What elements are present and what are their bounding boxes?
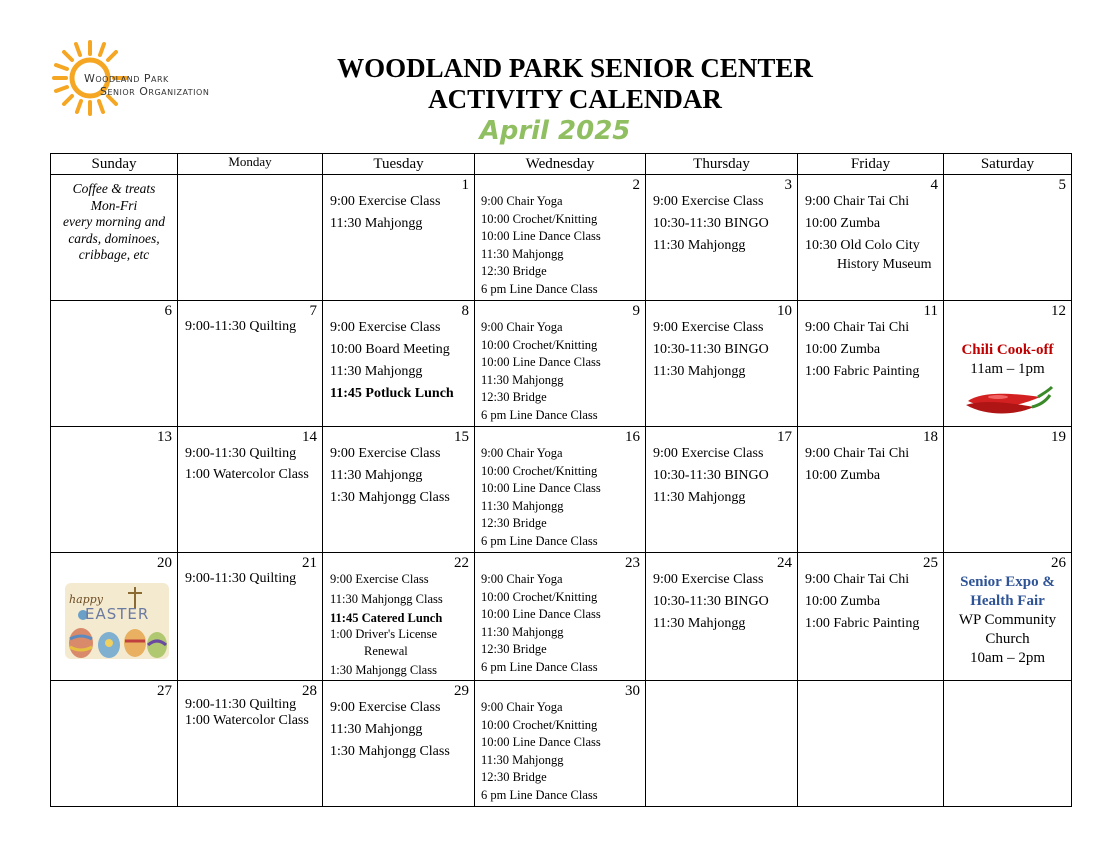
event-list: [475, 301, 645, 424]
event: 10:00 Line Dance Class: [481, 481, 601, 495]
chili-pepper-icon: [962, 383, 1054, 417]
event: 9:00 Exercise Class: [330, 320, 441, 335]
day-number: 27: [157, 683, 172, 699]
event: 1:00 Fabric Painting: [805, 616, 920, 631]
event: 12:30 Bridge: [481, 264, 547, 278]
day-number: 12: [1051, 303, 1066, 319]
empty-cell: [944, 681, 1072, 807]
day-cell: [475, 427, 646, 553]
event: 9:00 Chair Yoga: [481, 446, 563, 460]
event: 11:30 Mahjongg: [653, 490, 746, 505]
note-cell: [51, 175, 178, 301]
event: 9:00 Exercise Class: [330, 446, 441, 461]
event: 11:30 Mahjongg: [330, 216, 423, 231]
event: 11:30 Mahjongg: [481, 624, 564, 639]
event-list: [798, 175, 943, 273]
event-continued: Renewal: [364, 644, 408, 658]
event: 11:30 Mahjongg: [330, 722, 423, 737]
event: 9:00 Chair Tai Chi: [805, 446, 910, 461]
event: 10:00 Crochet/Knitting: [481, 717, 598, 732]
event-highlight: 11:45 Catered Lunch: [330, 611, 443, 625]
day-cell: [51, 301, 178, 427]
event: 10:00 Line Dance Class: [481, 735, 601, 749]
week-row: [51, 553, 1072, 681]
day-number: 13: [157, 429, 172, 445]
day-number: 15: [454, 429, 469, 445]
day-cell: [475, 681, 646, 807]
event: 6 pm Line Dance Class: [481, 787, 598, 802]
event: 6 pm Line Dance Class: [481, 281, 598, 296]
day-cell: [475, 553, 646, 681]
logo-line2: Senior Organization: [100, 85, 210, 98]
day-number: 4: [930, 177, 938, 193]
day-cell: [798, 427, 944, 553]
event: 1:30 Mahjongg Class: [330, 490, 450, 505]
expo-title: Senior Expo &: [960, 574, 1055, 590]
empty-cell: [798, 681, 944, 807]
event: 12:30 Bridge: [481, 390, 547, 404]
event: 6 pm Line Dance Class: [481, 407, 598, 422]
day-number: 3: [784, 177, 792, 193]
event: 9:00-11:30 Quilting: [185, 571, 297, 586]
day-cell: [798, 175, 944, 301]
month-title: April 2025: [479, 116, 631, 146]
logo-text: [84, 72, 209, 98]
day-number: 9: [632, 303, 640, 319]
day-cell: [51, 427, 178, 553]
day-number: 18: [923, 429, 938, 445]
event: 12:30 Bridge: [481, 516, 547, 530]
day-cell: [646, 301, 798, 427]
event: 10:30-11:30 BINGO: [653, 216, 769, 231]
event: 9:00-11:30 Quilting: [185, 697, 297, 712]
empty-cell: [646, 681, 798, 807]
day-cell: [798, 553, 944, 681]
day-number: 1: [461, 177, 469, 193]
day-cell: [51, 681, 178, 807]
event: 10:00 Line Dance Class: [481, 607, 601, 621]
event: 9:00 Chair Tai Chi: [805, 194, 910, 209]
event: 9:00-11:30 Quilting: [185, 446, 297, 461]
day-cell: [323, 301, 475, 427]
event: 1:30 Mahjongg Class: [330, 744, 450, 759]
event: 11:30 Mahjongg: [481, 246, 564, 261]
event: 10:30-11:30 BINGO: [653, 468, 769, 483]
day-cell: [323, 681, 475, 807]
day-cell: [323, 553, 475, 681]
day-number: 29: [454, 683, 469, 699]
event: 9:00 Exercise Class: [653, 446, 764, 461]
expo-title-2: Health Fair: [970, 593, 1045, 609]
event: 12:30 Bridge: [481, 770, 547, 784]
event: 9:00-11:30 Quilting: [185, 319, 297, 334]
day-number: 19: [1051, 429, 1066, 445]
day-cell: [178, 681, 323, 807]
day-cell: [646, 427, 798, 553]
day-number: 14: [302, 429, 317, 445]
event-highlight: 11:45 Potluck Lunch: [330, 386, 454, 401]
event: 9:00 Exercise Class: [653, 320, 764, 335]
day-number: 8: [461, 303, 469, 319]
event-list: [178, 681, 322, 729]
day-cell: [798, 301, 944, 427]
day-cell: [178, 553, 323, 681]
event: 11:30 Mahjongg: [481, 498, 564, 513]
event-list: [646, 427, 797, 509]
event: 6 pm Line Dance Class: [481, 533, 598, 548]
day-number: 2: [632, 177, 640, 193]
event-list: [323, 301, 474, 405]
event-list: [646, 553, 797, 635]
day-number: 20: [157, 555, 172, 571]
event-list: [475, 175, 645, 298]
event: 11:30 Mahjongg: [330, 364, 423, 379]
event-list: [178, 427, 322, 485]
event-list: [475, 427, 645, 550]
day-cell: [944, 175, 1072, 301]
day-number: 25: [923, 555, 938, 571]
header-tuesday: Tuesday: [323, 154, 475, 175]
week-row: [51, 175, 1072, 301]
event-list: [178, 553, 322, 588]
event: 1:00 Watercolor Class: [185, 713, 309, 728]
event-list: [798, 427, 943, 487]
header-friday: Friday: [798, 154, 944, 175]
event-list: [798, 553, 943, 635]
event: 10:00 Crochet/Knitting: [481, 211, 598, 226]
day-number: 11: [923, 303, 938, 319]
day-number: 6: [164, 303, 172, 319]
week-row: [51, 427, 1072, 553]
event: 11:30 Mahjongg: [481, 372, 564, 387]
event: 10:00 Board Meeting: [330, 342, 450, 357]
event: 9:00 Exercise Class: [330, 194, 441, 209]
event: 10:00 Zumba: [805, 594, 881, 609]
event: 9:00 Exercise Class: [653, 194, 764, 209]
easter-text: EASTER: [85, 605, 150, 623]
day-cell: [323, 427, 475, 553]
day-cell: [944, 553, 1072, 681]
day-cell: [178, 427, 323, 553]
event-list: [798, 301, 943, 383]
day-cell: [323, 175, 475, 301]
day-number: 16: [625, 429, 640, 445]
event: 11:30 Mahjongg Class: [330, 592, 443, 606]
event: 11:30 Mahjongg: [653, 238, 746, 253]
event-list: [323, 681, 474, 763]
day-cell: [646, 175, 798, 301]
event: 10:00 Line Dance Class: [481, 355, 601, 369]
event: 9:00 Chair Tai Chi: [805, 572, 910, 587]
event: 9:00 Exercise Class: [330, 572, 429, 586]
event: 9:00 Chair Yoga: [481, 320, 563, 334]
week-row: [51, 681, 1072, 807]
day-cell: [178, 301, 323, 427]
week-row: [51, 301, 1072, 427]
day-cell: [475, 175, 646, 301]
day-number: 5: [1058, 177, 1066, 193]
expo-time: 10am – 2pm: [970, 650, 1045, 666]
chili-title: Chili Cook-off: [961, 342, 1054, 358]
event: 11:30 Mahjongg: [653, 616, 746, 631]
event: 12:30 Bridge: [481, 642, 547, 656]
event: 11:30 Mahjongg: [653, 364, 746, 379]
header-thursday: Thursday: [646, 154, 798, 175]
expo-venue: WP Community: [958, 612, 1057, 628]
header-monday: Monday: [178, 154, 323, 175]
day-number: 21: [302, 555, 317, 571]
event: 9:00 Chair Yoga: [481, 700, 563, 714]
event: 10:30-11:30 BINGO: [653, 342, 769, 357]
chili-time: 11am – 1pm: [970, 361, 1045, 377]
event: 10:00 Crochet/Knitting: [481, 589, 598, 604]
day-number: 10: [777, 303, 792, 319]
event: 11:30 Mahjongg: [481, 752, 564, 767]
logo-line1: Woodland Park: [84, 72, 169, 85]
event: 11:30 Mahjongg: [330, 468, 423, 483]
event-list: [323, 427, 474, 509]
event-list: [323, 553, 474, 680]
event: 9:00 Chair Yoga: [481, 572, 563, 586]
event-list: [475, 681, 645, 804]
event: 1:00 Fabric Painting: [805, 364, 920, 379]
event: 9:00 Chair Yoga: [481, 194, 563, 208]
event: 10:00 Crochet/Knitting: [481, 463, 598, 478]
event-list: [646, 175, 797, 257]
day-cell: [646, 553, 798, 681]
day-number: 26: [1051, 555, 1066, 571]
event: 9:00 Exercise Class: [653, 572, 764, 587]
day-number: 17: [777, 429, 792, 445]
event: 9:00 Chair Tai Chi: [805, 320, 910, 335]
day-number: 23: [625, 555, 640, 571]
day-number: 7: [309, 303, 317, 319]
expo-venue-2: Church: [985, 631, 1030, 647]
empty-cell: [178, 175, 323, 301]
header-saturday: Saturday: [944, 154, 1072, 175]
event: 1:30 Mahjongg Class: [330, 663, 437, 677]
header-sunday: Sunday: [51, 154, 178, 175]
page-title: WOODLAND PARK SENIOR CENTER: [337, 53, 813, 83]
page-subtitle: ACTIVITY CALENDAR: [428, 84, 722, 114]
event: 9:00 Exercise Class: [330, 700, 441, 715]
weekday-header: [51, 154, 1072, 175]
event: 10:00 Zumba: [805, 342, 881, 357]
day-cell: [51, 553, 178, 681]
easter-happy-text: happy: [69, 593, 103, 606]
day-number: 24: [777, 555, 792, 571]
event: 1:00 Watercolor Class: [185, 467, 309, 482]
event: 10:30-11:30 BINGO: [653, 594, 769, 609]
logo: [50, 38, 280, 118]
event: 10:00 Line Dance Class: [481, 229, 601, 243]
morning-note: Coffee & treats Mon-Fri every morning and cards, dominoes, cribbage, etc: [63, 181, 165, 262]
day-cell: [944, 301, 1072, 427]
event-continued: History Museum: [837, 257, 932, 272]
event: 6 pm Line Dance Class: [481, 659, 598, 674]
event-list: [323, 175, 474, 235]
calendar-grid: [50, 153, 1072, 807]
event: 10:00 Crochet/Knitting: [481, 337, 598, 352]
day-number: 22: [454, 555, 469, 571]
day-cell: [475, 301, 646, 427]
day-cell: [944, 427, 1072, 553]
event: 10:00 Zumba: [805, 468, 881, 483]
event-list: [178, 301, 322, 336]
day-number: 30: [625, 683, 640, 699]
event: 10:00 Zumba: [805, 216, 881, 231]
event-list: [646, 301, 797, 383]
day-number: 28: [302, 683, 317, 699]
header-wednesday: Wednesday: [475, 154, 646, 175]
event: 1:00 Driver's License: [330, 627, 438, 641]
event-list: [475, 553, 645, 676]
event: 10:30 Old Colo City: [805, 238, 920, 253]
